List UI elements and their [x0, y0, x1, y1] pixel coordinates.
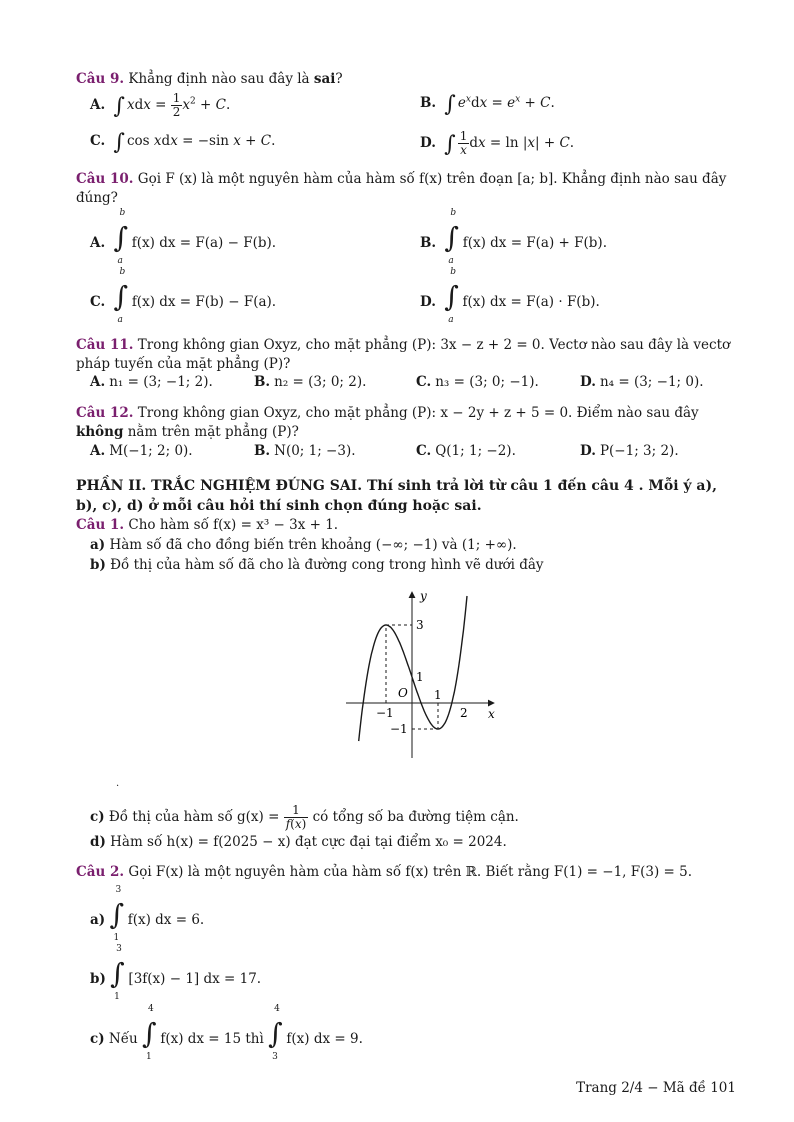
q12-option-b[interactable] — [254, 443, 356, 459]
option-label: C. — [416, 374, 432, 390]
option-expression: f(x) dx = F(a) · F(b). — [462, 294, 600, 310]
statement-c[interactable]: c) Đồ thị của hàm số g(x) = $\frac{1}{f(x)}$ có tổng số ba đường tiệm cận. — [90, 803, 519, 831]
question-stem: Cho hàm số f(x) = x³ − 3x + 1. — [128, 517, 339, 533]
cubic-graph — [346, 588, 506, 760]
statement-label: b) — [90, 971, 106, 987]
question-label: Câu 1. — [76, 517, 125, 533]
question-stem: Trong không gian Oxyz, cho mặt phẳng (P): 3x − z + 2 = 0. Vectơ nào sau đây là vectơ pháp tuyến của mặt phẳng (P)? — [76, 337, 731, 372]
q10-option-a[interactable]: A. b ∫ a f(x) dx = F(a) − F(b). — [90, 208, 277, 266]
question-stem-end: nằm trên mặt phẳng (P)? — [123, 424, 299, 440]
option-label: A. — [90, 235, 106, 251]
option-expression: f(x) dx = F(b) − F(a). — [131, 294, 277, 310]
tick-x-1: 1 — [434, 688, 442, 702]
q12-option-d[interactable] — [580, 443, 679, 459]
statement-label: a) — [90, 537, 106, 553]
tick-y-1: 1 — [416, 670, 424, 684]
statement-label: a) — [90, 912, 106, 928]
statement-text: Hàm số đã cho đồng biến trên khoảng (−∞; −1) và (1; +∞). — [109, 537, 517, 553]
statement-text: Nếu — [108, 1031, 138, 1047]
tick-y-minus1: −1 — [390, 722, 408, 736]
question-12 — [76, 404, 736, 442]
q11-option-d[interactable] — [580, 374, 704, 390]
q10-option-c[interactable]: C. b ∫ a f(x) dx = F(b) − F(a). — [90, 267, 277, 325]
tick-y-3: 3 — [416, 618, 424, 632]
dot-mark: . — [116, 778, 120, 789]
statement-label: c) — [90, 809, 105, 825]
question-stem: Gọi F(x) là một nguyên hàm của hàm số f(x) trên ℝ. Biết rằng F(1) = −1, F(3) = 5. — [128, 864, 693, 880]
q11-option-b[interactable] — [254, 374, 366, 390]
q10-option-d[interactable]: D. b ∫ a f(x) dx = F(a) · F(b). — [420, 267, 600, 325]
option-label: D. — [420, 135, 436, 151]
option-label: D. — [580, 443, 596, 459]
option-expression: N(0; 1; −3). — [274, 443, 356, 459]
question-stem-end: ? — [335, 71, 343, 87]
statement-b[interactable] — [90, 557, 544, 573]
statement-a[interactable] — [90, 537, 517, 553]
option-expression: Q(1; 1; −2). — [435, 443, 516, 459]
question-9 — [76, 70, 736, 89]
question-stem-bold: sai — [313, 71, 336, 87]
option-label: D. — [420, 294, 436, 310]
q11-option-a[interactable] — [90, 374, 213, 390]
statement-text-end: có tổng số ba đường tiệm cận. — [308, 809, 519, 825]
option-expression: M(−1; 2; 0). — [109, 443, 193, 459]
q11-option-c[interactable] — [416, 374, 539, 390]
q9-option-d[interactable]: D. ∫ $\frac{1}{x}$ dx = ln |x| + C. — [420, 129, 575, 157]
option-label: A. — [90, 374, 106, 390]
option-label: B. — [254, 374, 271, 390]
function-curve — [359, 596, 467, 741]
part2-question-1 — [76, 516, 736, 535]
page-footer: Trang 2/4 − Mã đề 101 — [576, 1080, 736, 1096]
option-expression: P(−1; 3; 2). — [599, 443, 679, 459]
question-stem: Gọi F (x) là một nguyên hàm của hàm số f(x) trên đoạn [a; b]. Khẳng định nào sau đây đúng? — [76, 171, 727, 206]
q9-option-a[interactable]: A. ∫ xdx = $\frac{1}{2}$ $x^2 + C$. — [90, 91, 231, 119]
option-label: B. — [254, 443, 271, 459]
question-label: Câu 10. — [76, 171, 134, 187]
option-label: B. — [420, 95, 437, 111]
statement-text: Đồ thị của hàm số đã cho là đường cong trong hình vẽ dưới đây — [110, 557, 544, 573]
statement-text: Đồ thị của hàm số g(x) = — [108, 809, 284, 825]
statement-expression: f(x) dx = 6. — [127, 912, 205, 928]
q12-option-c[interactable] — [416, 443, 516, 459]
option-label: C. — [90, 294, 106, 310]
y-axis-label: y — [420, 589, 427, 603]
option-expression: n₂ = (3; 0; 2). — [274, 374, 367, 390]
statement-label: c) — [90, 1031, 105, 1047]
statement-d[interactable] — [90, 834, 507, 850]
x-axis-label: x — [488, 707, 495, 721]
question-10 — [76, 170, 736, 208]
statement-text: Hàm số h(x) = f(2025 − x) đạt cực đại tại điểm x₀ = 2024. — [110, 834, 507, 850]
question-label: Câu 12. — [76, 405, 134, 421]
statement-text-mid: f(x) dx = 15 thì — [160, 1031, 264, 1047]
option-label: C. — [90, 133, 106, 149]
statement-expression: [3f(x) − 1] dx = 17. — [128, 971, 262, 987]
statement-label: d) — [90, 834, 106, 850]
part2-question-2 — [76, 863, 736, 882]
question-label: Câu 9. — [76, 71, 125, 87]
question-label: Câu 11. — [76, 337, 134, 353]
option-expression: n₄ = (3; −1; 0). — [599, 374, 704, 390]
question-11 — [76, 336, 736, 374]
question-label: Câu 2. — [76, 864, 125, 880]
option-label: B. — [420, 235, 437, 251]
option-label: C. — [416, 443, 432, 459]
option-expression: f(x) dx = F(a) + F(b). — [462, 235, 607, 251]
option-label: A. — [90, 97, 106, 113]
section-heading: PHẦN II. TRẮC NGHIỆM ĐÚNG SAI. Thí sinh trả lời từ câu 1 đến câu 4 . Mỗi ý a), b), c), d) ở mỗi câu hỏi thí sinh chọn đúng hoặc sai. — [76, 478, 717, 514]
question-stem: Trong không gian Oxyz, cho mặt phẳng (P): x − 2y + z + 5 = 0. Điểm nào sau đây — [137, 405, 699, 421]
statement-label: b) — [90, 557, 106, 573]
statement-text-end: f(x) dx = 9. — [286, 1031, 363, 1047]
q2-statement-a[interactable]: a) 3 ∫ 1 f(x) dx = 6. — [90, 885, 205, 943]
tick-x-2: 2 — [460, 706, 468, 720]
question-stem: Khẳng định nào sau đây là — [128, 71, 314, 87]
option-expression: n₁ = (3; −1; 2). — [109, 374, 213, 390]
origin-label: O — [398, 686, 408, 700]
q9-option-b[interactable]: B. ∫ $e^xdx = e^x + C$. — [420, 92, 555, 117]
tick-x-minus1: −1 — [376, 706, 394, 720]
question-stem-bold: không — [76, 424, 124, 440]
q2-statement-c[interactable]: c) Nếu 4 ∫ 1 f(x) dx = 15 thì 4 ∫ 3 f(x) dx = 9. — [90, 1004, 363, 1062]
option-expression: f(x) dx = F(a) − F(b). — [131, 235, 277, 251]
q2-statement-b[interactable]: b) 3 ∫ 1 [3f(x) − 1] dx = 17. — [90, 944, 262, 1002]
q10-option-b[interactable]: B. b ∫ a f(x) dx = F(a) + F(b). — [420, 208, 607, 266]
q12-option-a[interactable] — [90, 443, 193, 459]
option-label: D. — [580, 374, 596, 390]
option-label: A. — [90, 443, 106, 459]
q9-option-c[interactable]: C. ∫ cos xdx = −sin x + C. — [90, 130, 276, 155]
option-expression: n₃ = (3; 0; −1). — [435, 374, 539, 390]
